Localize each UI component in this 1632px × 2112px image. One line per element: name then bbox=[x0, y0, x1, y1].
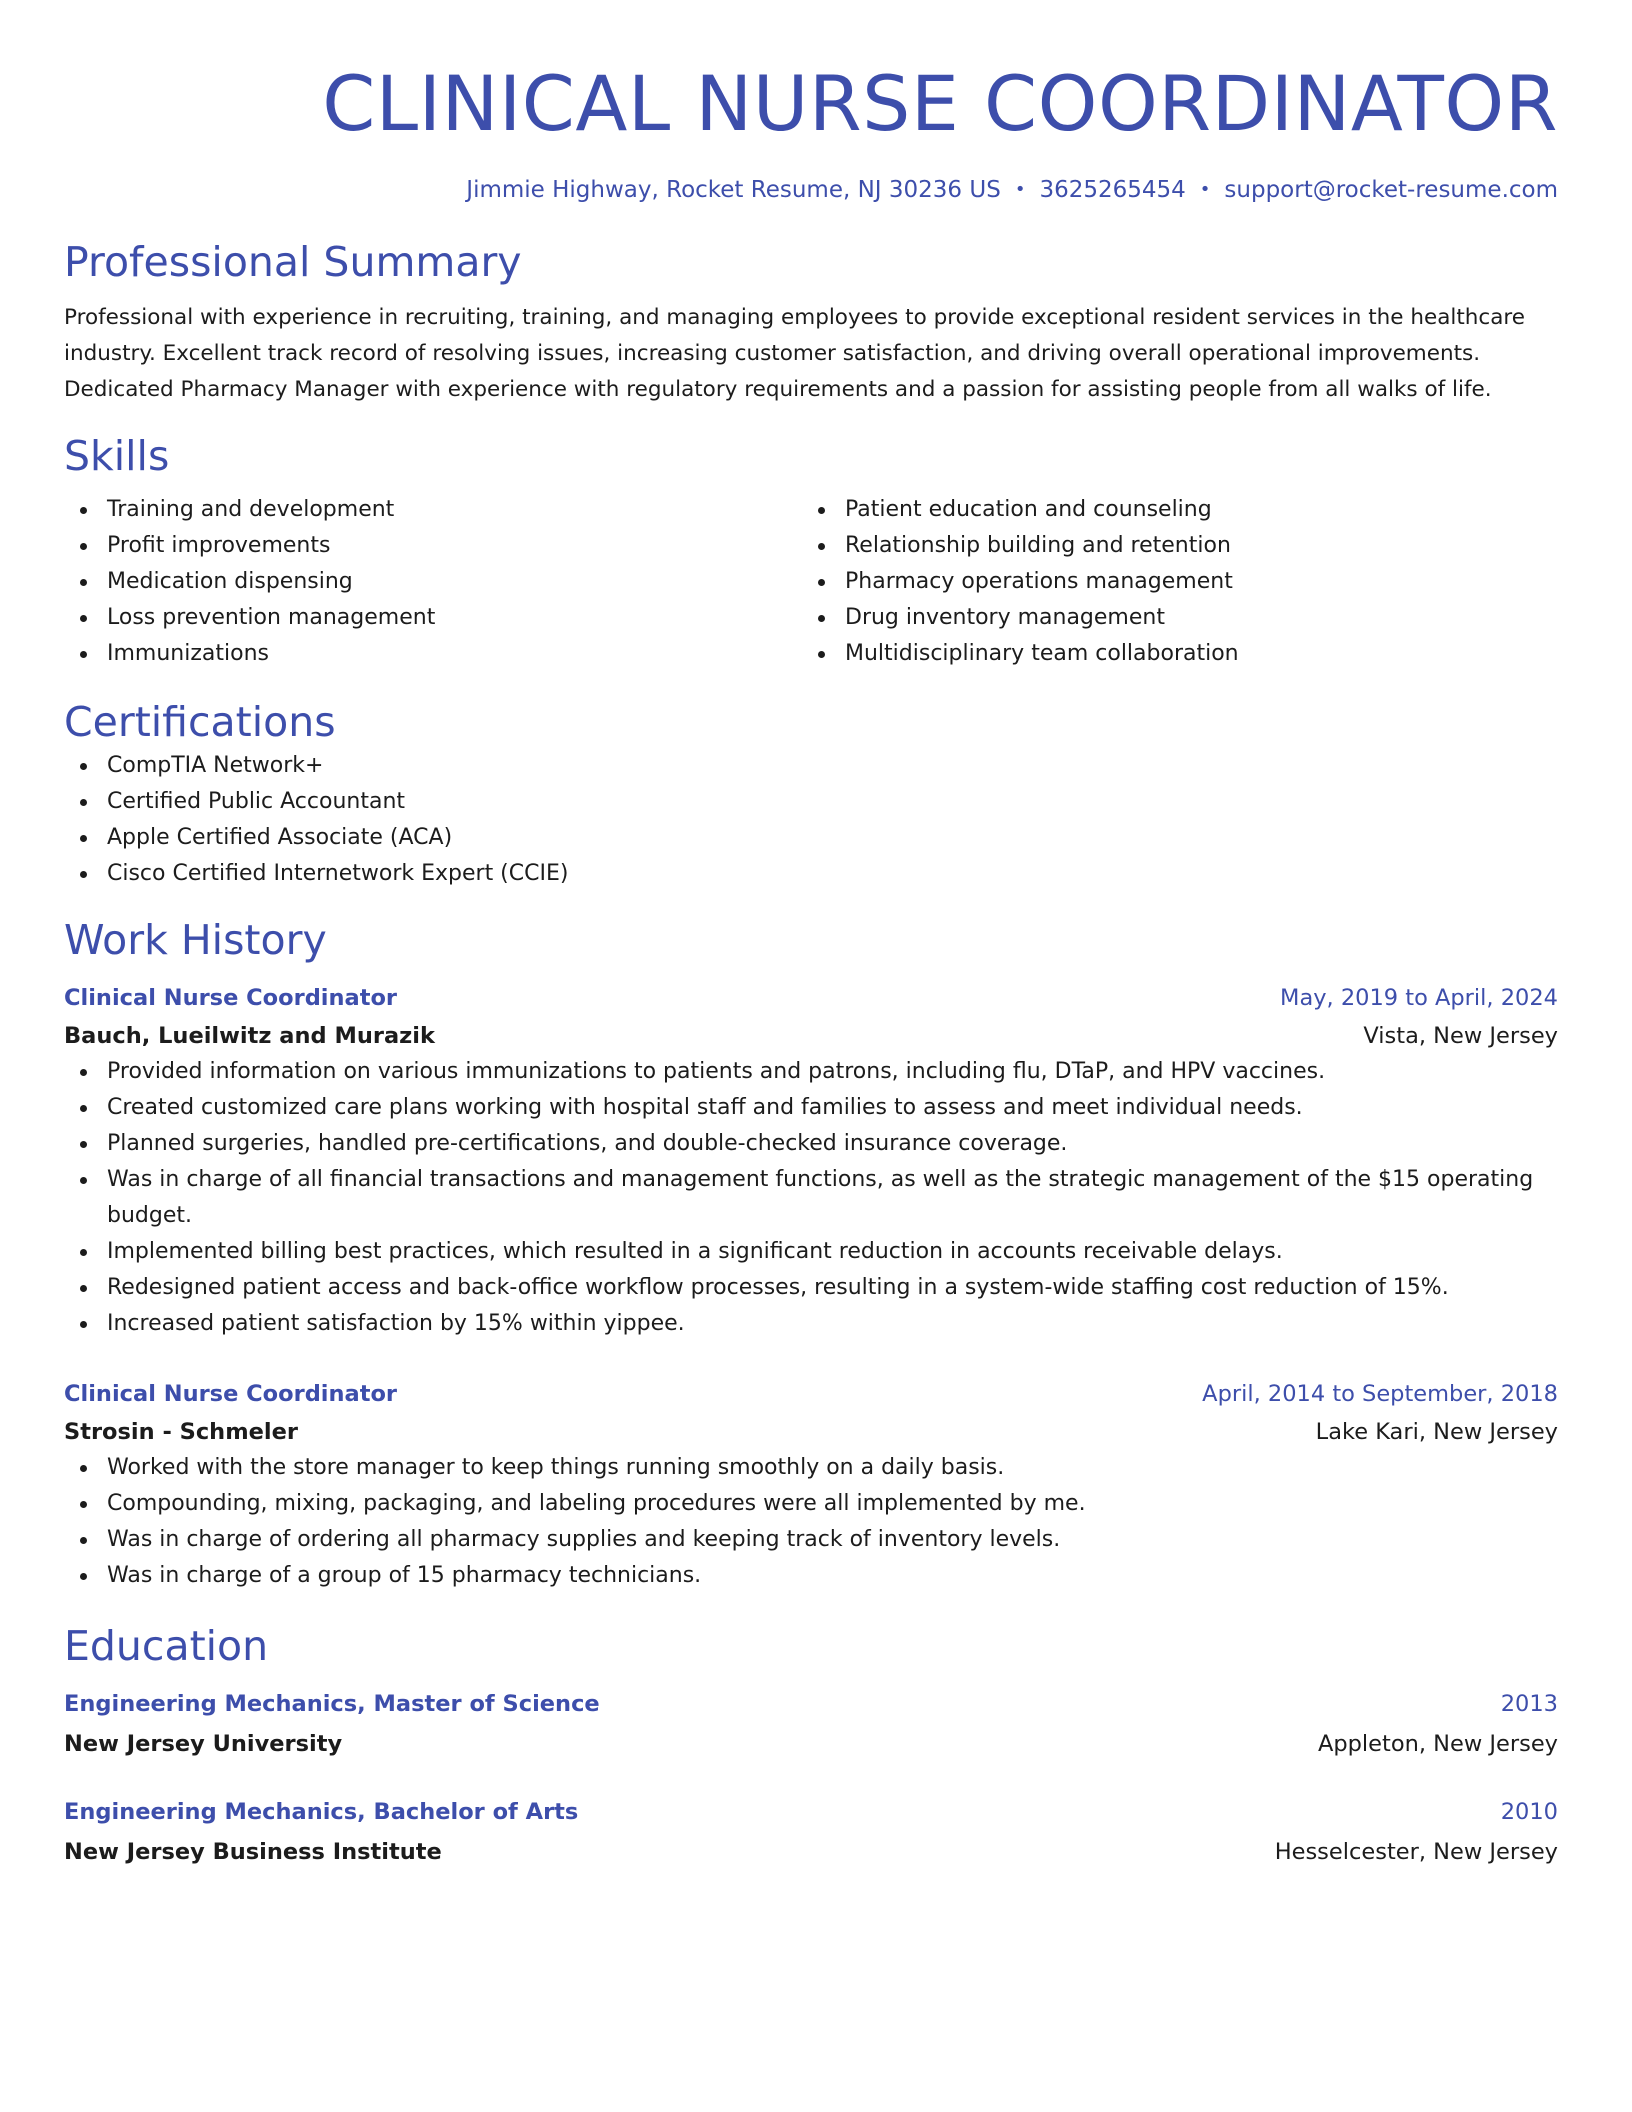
job-role: Clinical Nurse Coordinator bbox=[64, 985, 398, 1011]
education-subheader bbox=[64, 1834, 1558, 1870]
certification-item: CompTIA Network+ bbox=[64, 748, 1558, 784]
education-location: Hesselcester, New Jersey bbox=[1274, 1839, 1558, 1865]
job-entry bbox=[64, 1376, 1558, 1594]
contact-separator: • bbox=[1014, 179, 1026, 200]
education-location: Appleton, New Jersey bbox=[1317, 1731, 1558, 1757]
job-bullet: Was in charge of a group of 15 pharmacy technicians. bbox=[64, 1558, 1558, 1594]
skill-item: Multidisciplinary team collaboration bbox=[802, 636, 1540, 672]
education-entry bbox=[64, 1794, 1558, 1870]
job-header bbox=[64, 980, 1558, 1016]
job-dates: April, 2014 to September, 2018 bbox=[1202, 1381, 1558, 1407]
skill-item: Loss prevention management bbox=[64, 600, 802, 636]
job-bullet: Was in charge of all financial transactions and management functions, as well as the strategic management of the $15 operating budget. bbox=[64, 1162, 1558, 1234]
section-title-education: Education bbox=[64, 1622, 269, 1670]
job-bullet: Increased patient satisfaction by 15% within yippee. bbox=[64, 1306, 1558, 1342]
resume-title: CLINICAL NURSE COORDINATOR bbox=[322, 59, 1558, 148]
section-title-summary: Professional Summary bbox=[64, 238, 522, 286]
skill-item: Profit improvements bbox=[64, 528, 802, 564]
education-school: New Jersey University bbox=[64, 1731, 343, 1757]
section-title-certifications: Certifications bbox=[64, 698, 336, 746]
certifications-list bbox=[64, 748, 1558, 892]
job-bullet: Was in charge of ordering all pharmacy supplies and keeping track of inventory levels. bbox=[64, 1522, 1558, 1558]
skill-item: Patient education and counseling bbox=[802, 492, 1540, 528]
skill-item: Drug inventory management bbox=[802, 600, 1540, 636]
education-year: 2013 bbox=[1500, 1691, 1558, 1717]
certification-item: Certified Public Accountant bbox=[64, 784, 1558, 820]
section-title-work-history: Work History bbox=[64, 916, 327, 964]
education-school: New Jersey Business Institute bbox=[64, 1839, 442, 1865]
summary-text: Professional with experience in recruiting, training, and managing employees to provide exceptional resident services in the healthcare industry. Excellent track record of resolving issues, increasing customer satisfaction, and driving overall operational improvements. Dedicated Pharmacy Manager with experience with regulatory requirements and a passion for assisting people from all walks of life. bbox=[64, 305, 1526, 402]
education-subheader bbox=[64, 1726, 1558, 1762]
job-bullets bbox=[64, 1054, 1558, 1342]
certification-item: Apple Certified Associate (ACA) bbox=[64, 820, 1558, 856]
job-bullets bbox=[64, 1450, 1558, 1594]
education-header bbox=[64, 1686, 1558, 1722]
job-bullet: Implemented billing best practices, which resulted in a significant reduction in accounts receivable delays. bbox=[64, 1234, 1558, 1270]
job-role: Clinical Nurse Coordinator bbox=[64, 1381, 398, 1407]
certification-item: Cisco Certified Internetwork Expert (CCIE) bbox=[64, 856, 1558, 892]
job-bullet: Worked with the store manager to keep things running smoothly on a daily basis. bbox=[64, 1450, 1558, 1486]
contact-address: Jimmie Highway, Rocket Resume, NJ 30236 US bbox=[466, 177, 1001, 203]
skills-list-right bbox=[802, 492, 1540, 672]
job-company: Strosin - Schmeler bbox=[64, 1419, 298, 1445]
contact-phone: 3625265454 bbox=[1039, 177, 1186, 203]
job-bullet: Compounding, mixing, packaging, and labeling procedures were all implemented by me. bbox=[64, 1486, 1558, 1522]
job-bullet: Redesigned patient access and back-office workflow processes, resulting in a system-wide staffing cost reduction of 15%. bbox=[64, 1270, 1558, 1306]
skills-list-left bbox=[64, 492, 802, 672]
skills-columns bbox=[64, 492, 1558, 672]
job-location: Vista, New Jersey bbox=[1363, 1023, 1558, 1049]
education-degree: Engineering Mechanics, Bachelor of Arts bbox=[64, 1799, 579, 1825]
skill-item: Relationship building and retention bbox=[802, 528, 1540, 564]
contact-line bbox=[64, 174, 1558, 208]
job-company: Bauch, Lueilwitz and Murazik bbox=[64, 1023, 435, 1049]
section-title-skills: Skills bbox=[64, 432, 170, 480]
contact-email: support@rocket-resume.com bbox=[1224, 177, 1558, 203]
education-entry bbox=[64, 1686, 1558, 1762]
contact-separator: • bbox=[1199, 179, 1211, 200]
skill-item: Pharmacy operations management bbox=[802, 564, 1540, 600]
job-entry bbox=[64, 980, 1558, 1342]
job-bullet: Created customized care plans working with hospital staff and families to assess and meet individual needs. bbox=[64, 1090, 1558, 1126]
resume-page bbox=[64, 0, 1558, 1870]
job-subheader bbox=[64, 1414, 1558, 1450]
job-dates: May, 2019 to April, 2024 bbox=[1280, 985, 1558, 1011]
skill-item: Immunizations bbox=[64, 636, 802, 672]
education-degree: Engineering Mechanics, Master of Science bbox=[64, 1691, 600, 1717]
job-subheader bbox=[64, 1018, 1558, 1054]
job-bullet: Planned surgeries, handled pre-certifications, and double-checked insurance coverage. bbox=[64, 1126, 1558, 1162]
job-bullet: Provided information on various immunizations to patients and patrons, including flu, DTaP, and HPV vaccines. bbox=[64, 1054, 1558, 1090]
job-location: Lake Kari, New Jersey bbox=[1315, 1419, 1558, 1445]
skill-item: Medication dispensing bbox=[64, 564, 802, 600]
education-header bbox=[64, 1794, 1558, 1830]
skill-item: Training and development bbox=[64, 492, 802, 528]
education-year: 2010 bbox=[1500, 1799, 1558, 1825]
job-header bbox=[64, 1376, 1558, 1412]
